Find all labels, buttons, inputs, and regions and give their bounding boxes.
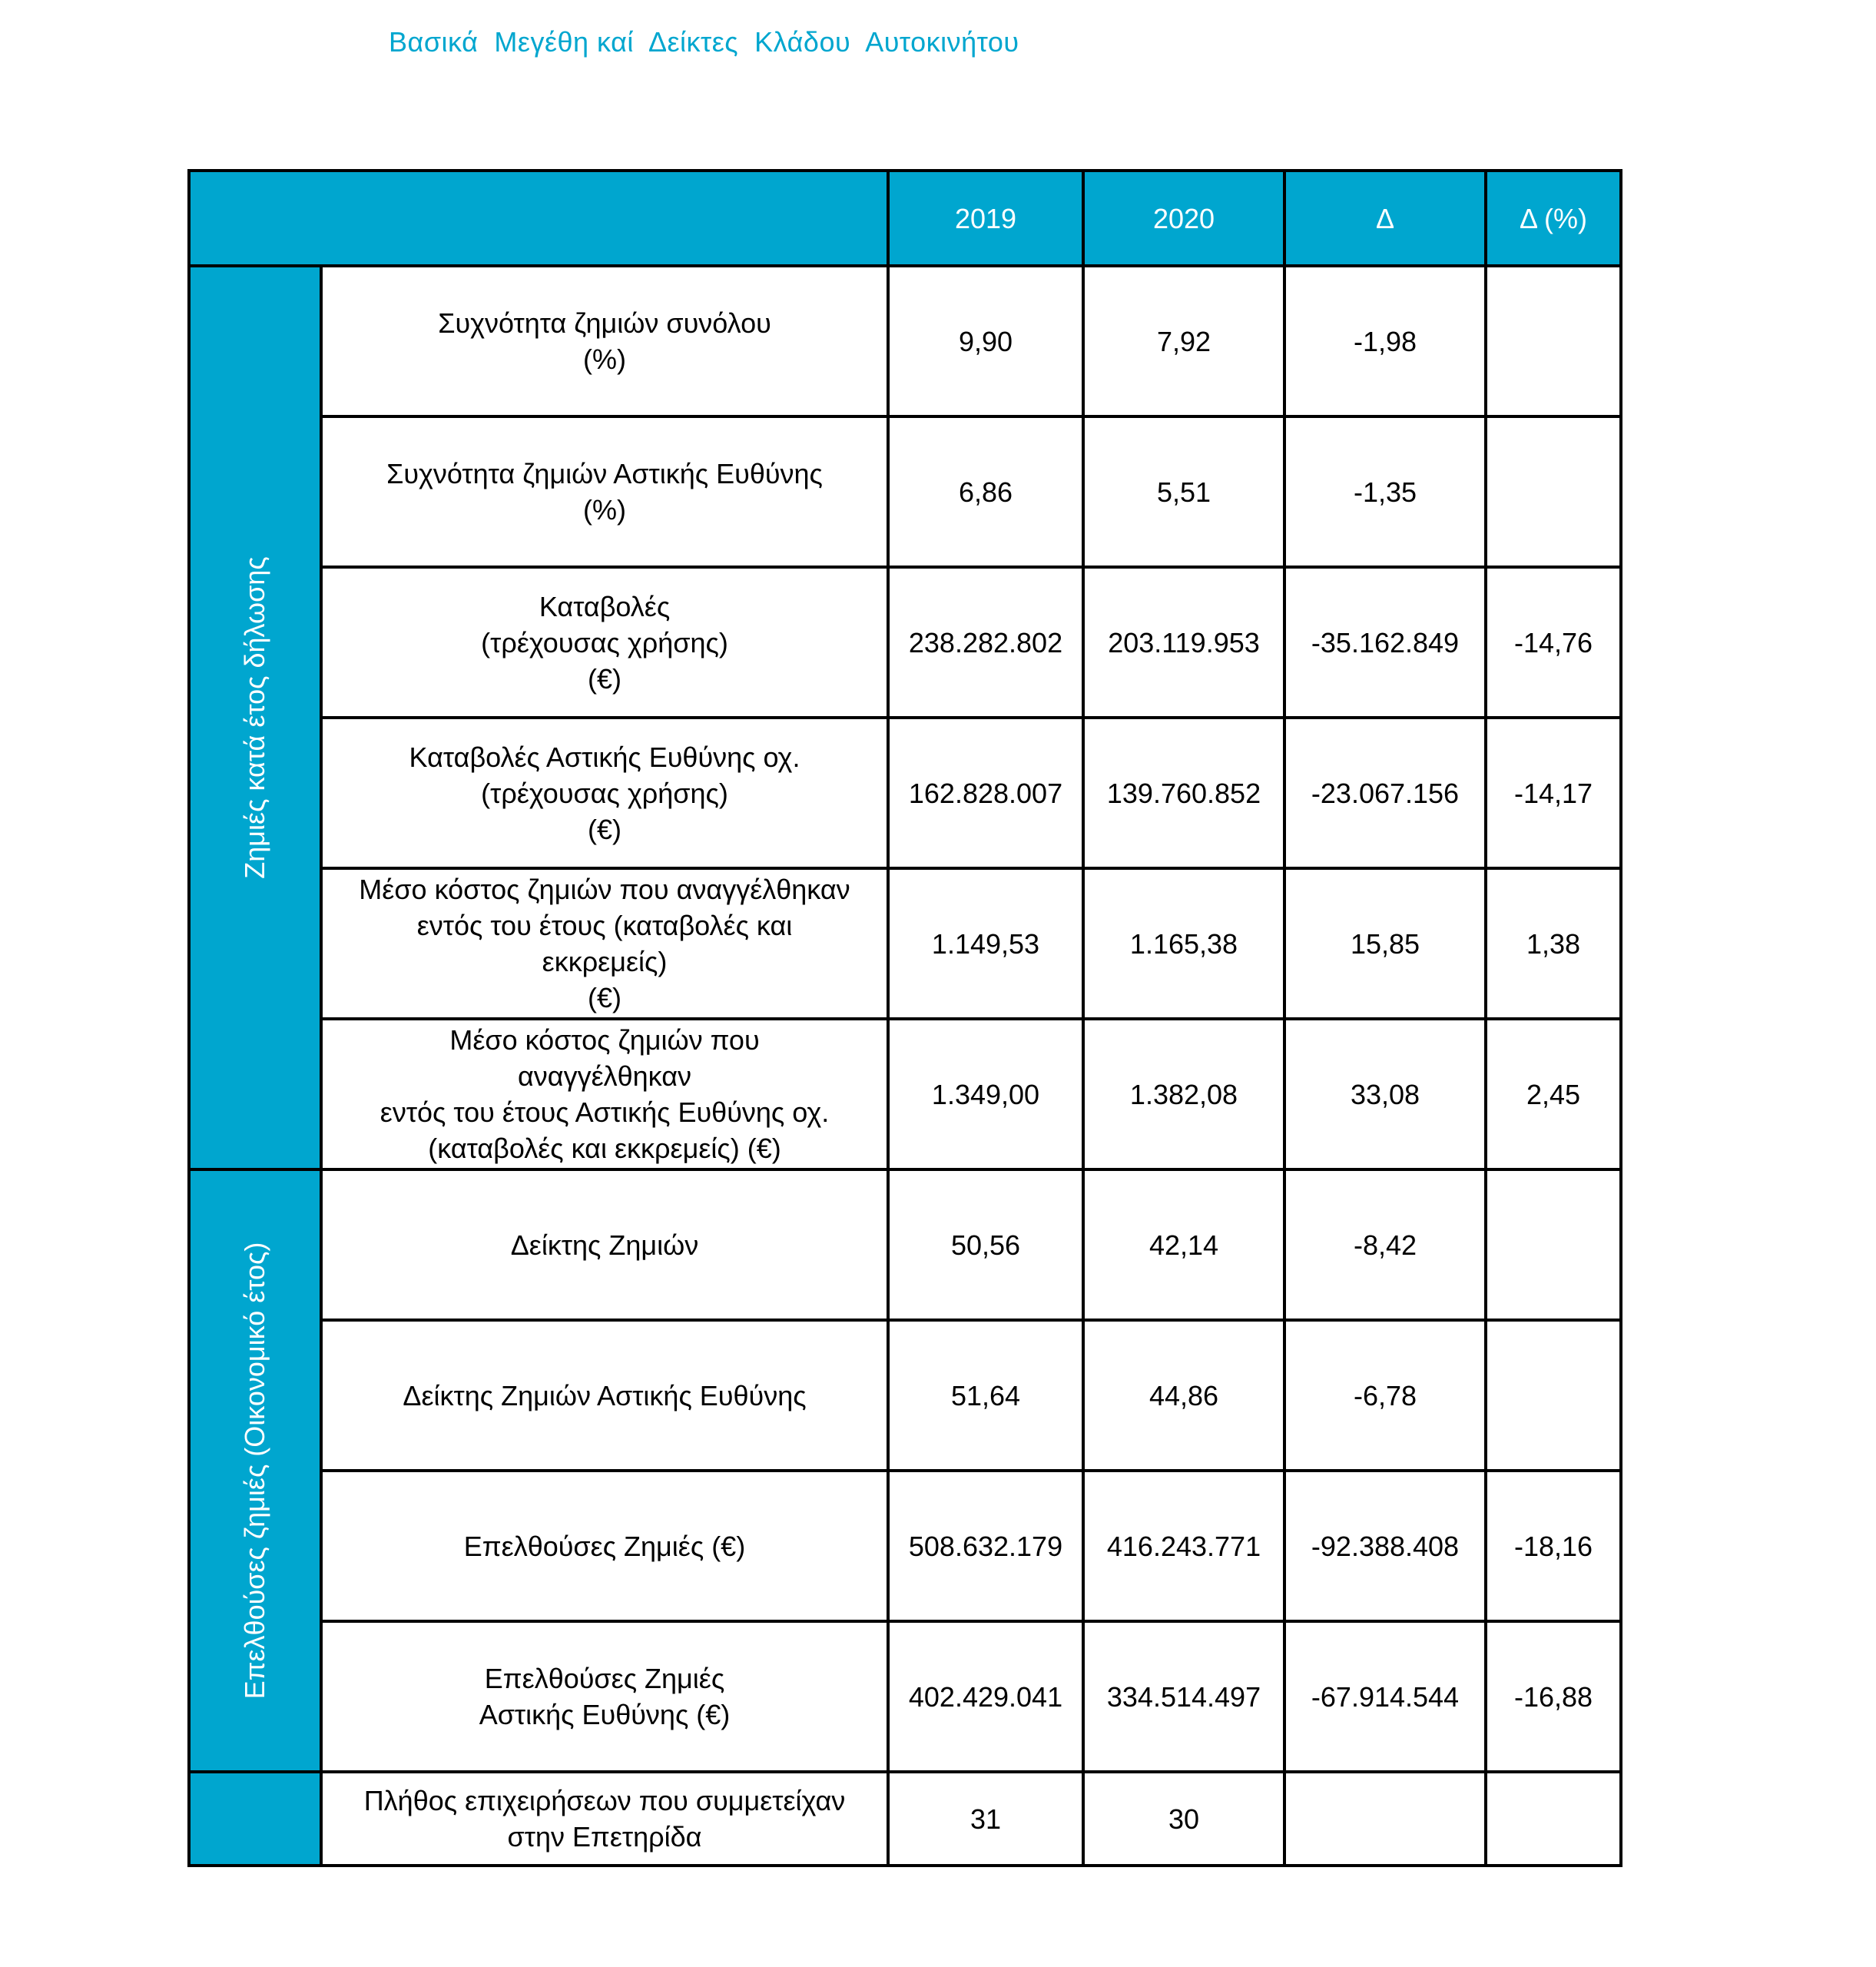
table-row: [189, 1471, 1621, 1621]
value-delta-pct: -16,88: [1486, 1621, 1621, 1772]
table-row: [189, 1019, 1621, 1169]
value-delta: -35.162.849: [1284, 567, 1486, 718]
group-label: Ζημιές κατά έτος δήλωσης: [239, 556, 270, 879]
value-delta-pct: -14,17: [1486, 718, 1621, 868]
value-delta: -1,35: [1284, 416, 1486, 567]
group-blank-cell: [189, 1772, 321, 1866]
value-delta-pct: 2,45: [1486, 1019, 1621, 1169]
value-2019: 238.282.802: [888, 567, 1083, 718]
row-label: Συχνότητα ζημιών Αστικής Ευθύνης (%): [321, 416, 888, 567]
value-delta-pct: [1486, 416, 1621, 567]
header-2019: 2019: [888, 171, 1083, 266]
page-title: Βασικά Μεγέθη καί Δείκτες Κλάδου Αυτοκινήτου: [389, 26, 1019, 58]
value-delta: -6,78: [1284, 1320, 1486, 1471]
value-delta: -1,98: [1284, 266, 1486, 416]
row-label: Επελθούσες Ζημιές (€): [321, 1471, 888, 1621]
table-row: [189, 1320, 1621, 1471]
value-2020: 7,92: [1083, 266, 1284, 416]
value-delta: 33,08: [1284, 1019, 1486, 1169]
group-incurred-claims: [189, 1169, 321, 1772]
value-2020: 416.243.771: [1083, 1471, 1284, 1621]
row-label: Δείκτης Ζημιών Αστικής Ευθύνης: [321, 1320, 888, 1471]
row-label: Επελθούσες Ζημιές Αστικής Ευθύνης (€): [321, 1621, 888, 1772]
value-delta-pct: [1486, 1320, 1621, 1471]
value-2020: 334.514.497: [1083, 1621, 1284, 1772]
value-2019: 51,64: [888, 1320, 1083, 1471]
header-delta-pct: Δ (%): [1486, 171, 1621, 266]
value-2020: 1.382,08: [1083, 1019, 1284, 1169]
value-delta: -92.388.408: [1284, 1471, 1486, 1621]
group-claims-by-year: [189, 266, 321, 1169]
group-label: Επελθούσες ζημιές (Οικονομικό έτος): [239, 1242, 270, 1700]
value-2019: 9,90: [888, 266, 1083, 416]
value-delta-pct: [1486, 266, 1621, 416]
value-2019: 162.828.007: [888, 718, 1083, 868]
row-label: Δείκτης Ζημιών: [321, 1169, 888, 1320]
value-2019: 1.149,53: [888, 868, 1083, 1019]
value-2020: 139.760.852: [1083, 718, 1284, 868]
value-2020: 42,14: [1083, 1169, 1284, 1320]
value-2019: 1.349,00: [888, 1019, 1083, 1169]
value-delta: [1284, 1772, 1486, 1866]
value-delta: -67.914.544: [1284, 1621, 1486, 1772]
table-row: [189, 868, 1621, 1019]
row-label: Συχνότητα ζημιών συνόλου (%): [321, 266, 888, 416]
row-label: Μέσο κόστος ζημιών που αναγγέλθηκαν εντός του έτους Αστικής Ευθύνης οχ. (καταβολές και εκκρεμείς) (€): [321, 1019, 888, 1169]
table-row: [189, 1621, 1621, 1772]
header-2020: 2020: [1083, 171, 1284, 266]
table-row: [189, 1169, 1621, 1320]
value-delta: 15,85: [1284, 868, 1486, 1019]
row-label: Καταβολές Αστικής Ευθύνης οχ. (τρέχουσας χρήσης) (€): [321, 718, 888, 868]
value-2019: 508.632.179: [888, 1471, 1083, 1621]
statistics-table: [187, 169, 1622, 1867]
header-blank-cell: [189, 171, 888, 266]
value-delta-pct: [1486, 1169, 1621, 1320]
value-delta-pct: -14,76: [1486, 567, 1621, 718]
value-2019: 31: [888, 1772, 1083, 1866]
value-delta-pct: 1,38: [1486, 868, 1621, 1019]
table-row: [189, 416, 1621, 567]
header-row: [189, 171, 1621, 266]
row-label: Μέσο κόστος ζημιών που αναγγέλθηκαν εντός του έτους (καταβολές και εκκρεμείς) (€): [321, 868, 888, 1019]
value-2020: 203.119.953: [1083, 567, 1284, 718]
value-2019: 402.429.041: [888, 1621, 1083, 1772]
value-2020: 1.165,38: [1083, 868, 1284, 1019]
table-row: [189, 266, 1621, 416]
value-2020: 44,86: [1083, 1320, 1284, 1471]
table-row: [189, 1772, 1621, 1866]
table-row: [189, 718, 1621, 868]
value-delta-pct: [1486, 1772, 1621, 1866]
value-2020: 30: [1083, 1772, 1284, 1866]
table-row: [189, 567, 1621, 718]
value-2019: 50,56: [888, 1169, 1083, 1320]
value-delta-pct: -18,16: [1486, 1471, 1621, 1621]
value-delta: -8,42: [1284, 1169, 1486, 1320]
row-label: Καταβολές (τρέχουσας χρήσης) (€): [321, 567, 888, 718]
row-label: Πλήθος επιχειρήσεων που συμμετείχαν στην Επετηρίδα: [321, 1772, 888, 1866]
value-2019: 6,86: [888, 416, 1083, 567]
header-delta: Δ: [1284, 171, 1486, 266]
value-2020: 5,51: [1083, 416, 1284, 567]
value-delta: -23.067.156: [1284, 718, 1486, 868]
